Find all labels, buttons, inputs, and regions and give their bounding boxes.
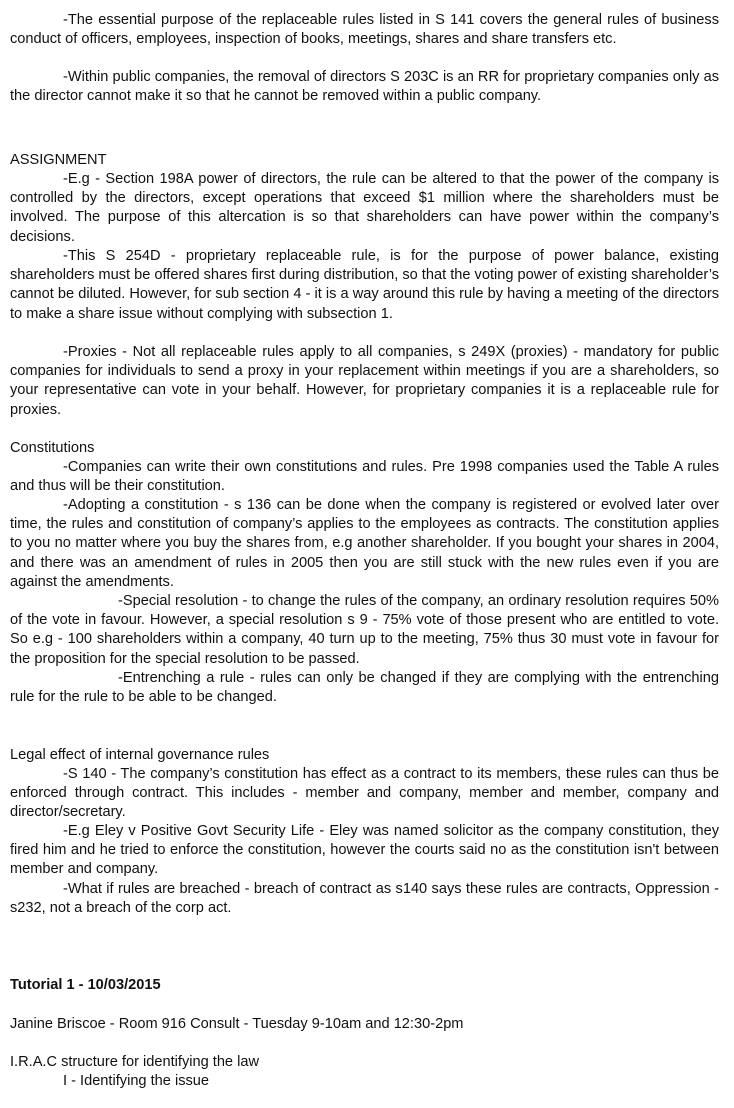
heading-assignment: ASSIGNMENT <box>10 152 107 168</box>
paragraph-adopting-constitution: -Adopting a constitution - s 136 can be done when the company is registered or evolved later over time, the rules and constitution of company’s applies to the employees as contracts. The constitution applies to you no matter where you buy the shares from, e.g another shareholder. If you bought your shares in 2004, and there was an amendment of rules in 2005 then you are still stuck with the new rules even if you are against the amendments. <box>10 497 719 590</box>
paragraph-eley-case: -E.g Eley v Positive Govt Security Life - Eley was named solicitor as the company constitution, they fired him and he tried to enforce the constitution, however the courts said no as the constitution isn't between member and company. <box>10 823 719 878</box>
paragraph-section-254d: -This S 254D - proprietary replaceable rule, is for the purpose of power balance, existing shareholders must be offered shares first during distribution, so that the voting power of existing shareholder’s cannot be diluted. However, for sub section 4 - it is a way around this rule by having a meeting of the directors to make a share issue without complying with subsection 1. <box>10 248 720 322</box>
paragraph-consult-times: Janine Briscoe - Room 916 Consult - Tuesday 9-10am and 12:30-2pm <box>10 1016 464 1032</box>
paragraph-irac-issue: I - Identifying the issue <box>63 1073 210 1089</box>
paragraph-section-198a: -E.g - Section 198A power of directors, the rule can be altered to that the power of the company is controlled by the directors, except operations that exceed $1 million where the shareholders must be involved. The purpose of this altercation is so that shareholders can have power within the company’s decisions. <box>10 171 719 245</box>
paragraph-write-constitutions: -Companies can write their own constitutions and rules. Pre 1998 companies used the Table A rules and thus will be their constitution. <box>10 459 719 495</box>
paragraph-special-resolution: -Special resolution - to change the rules of the company, an ordinary resolution requires 50% of the vote in favour. However, a special resolution s 9 - 75% vote of those present who are entitled to vote. So e.g - 100 shareholders within a company, 40 turn up to the meeting, 75% thus 30 must vote in favour for the proposition for the special resolution to be passed. <box>10 593 719 667</box>
paragraph-rules-breached: -What if rules are breached - breach of contract as s140 says these rules are contracts, Oppression - s232, not a breach of the corp act. <box>10 881 719 917</box>
paragraph-irac-structure: I.R.A.C structure for identifying the law <box>10 1054 260 1070</box>
heading-constitutions: Constitutions <box>10 440 95 456</box>
paragraph-proxies: -Proxies - Not all replaceable rules apply to all companies, s 249X (proxies) - mandatory for public companies for individuals to send a proxy in your replacement within meetings if you are a shareholders, so your representative can vote in your behalf. However, for proprietary companies it is a replaceable rule for proxies. <box>10 344 719 418</box>
paragraph-entrenching-rule: -Entrenching a rule - rules can only be changed if they are complying with the entrenching rule for the rule to be able to be changed. <box>10 670 719 706</box>
paragraph-removal-of-directors: -Within public companies, the removal of directors S 203C is an RR for proprietary companies only as the director cannot make it so that he cannot be removed within a public company. <box>10 69 719 105</box>
heading-tutorial-1: Tutorial 1 - 10/03/2015 <box>10 977 161 993</box>
heading-legal-effect: Legal effect of internal governance rules <box>10 747 270 763</box>
paragraph-section-140: -S 140 - The company’s constitution has effect as a contract to its members, these rules can thus be enforced through contract. This includes - member and company, member and member, company and director/secretary. <box>10 766 719 821</box>
paragraph-replaceable-rules-purpose: -The essential purpose of the replaceable rules listed in S 141 covers the general rules of business conduct of officers, employees, inspection of books, meetings, shares and share transfers etc. <box>10 12 719 48</box>
